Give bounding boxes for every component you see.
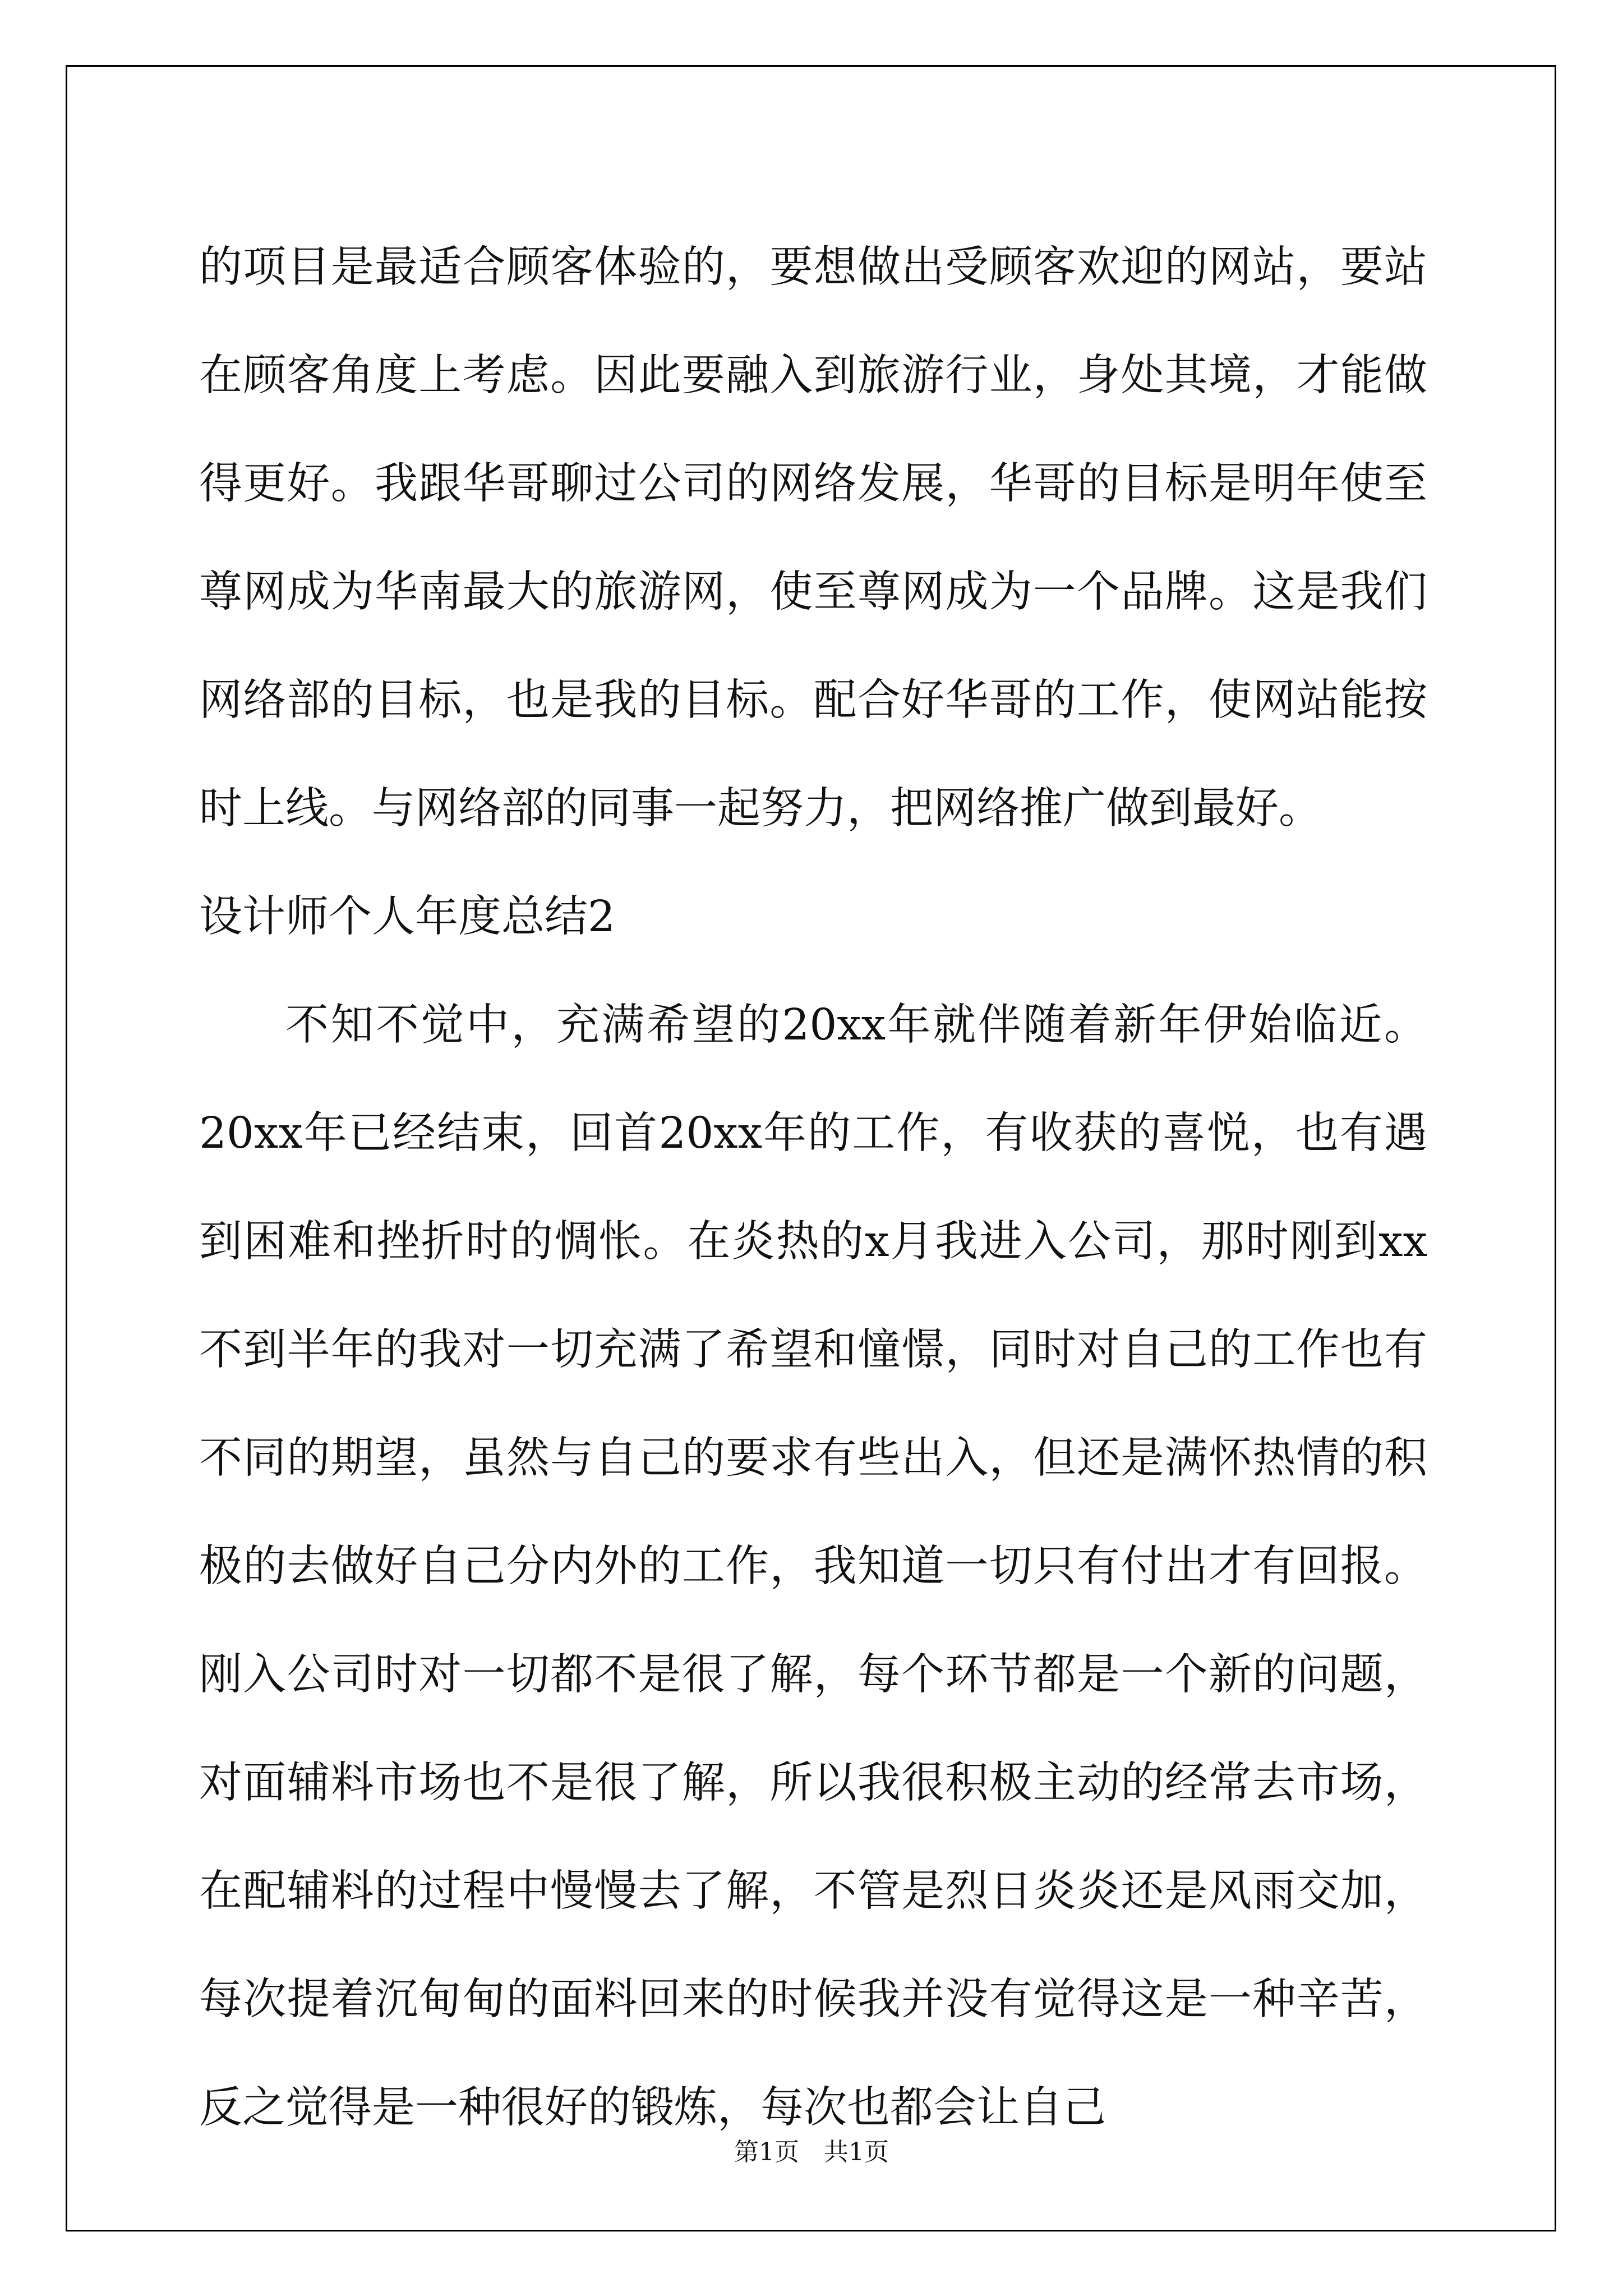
body-paragraph: 的项目是最适合顾客体验的，要想做出受顾客欢迎的网站，要站在顾客角度上考虑。因此要融入到旅游行业，身处其境，才能做得更好。我跟华哥聊过公司的网络发展，华哥的目标是明年使至尊网成为华南最大的旅游网，使至尊网成为一个品牌。这是我们网络部的目标，也是我的目标。配合好华哥的工作，使网站能按时上线。与网络部的同事一起努力，把网络推广做到最好。 — [199, 242, 1427, 834]
document-body — [199, 213, 1427, 2162]
body-paragraph: 不知不觉中，充满希望的20xx年就伴随着新年伊始临近。20xx年已经结束，回首20xx年的工作，有收获的喜悦，也有遇到困难和挫折时的惆怅。在炎热的x月我进入公司，那时刚到xx不到半年的我对一切充满了希望和憧憬，同时对自己的工作也有不同的期望，虽然与自己的要求有些出入，但还是满怀热情的积极的去做好自己分内外的工作，我知道一切只有付出才有回报。刚入公司时对一切都不是很了解，每个环节都是一个新的问题，对面辅料市场也不是很了解，所以我很积极主动的经常去市场，在配辅料的过程中慢慢去了解，不管是烈日炎炎还是风雨交加，每次提着沉甸甸的面料回来的时候我并没有觉得这是一种辛苦，反之觉得是一种很好的锻炼，每次也都会让自己 — [199, 1000, 1427, 2133]
section-heading: 设计师个人年度总结2 — [199, 892, 615, 942]
page-footer: 第1页 共1页 — [734, 2138, 889, 2166]
